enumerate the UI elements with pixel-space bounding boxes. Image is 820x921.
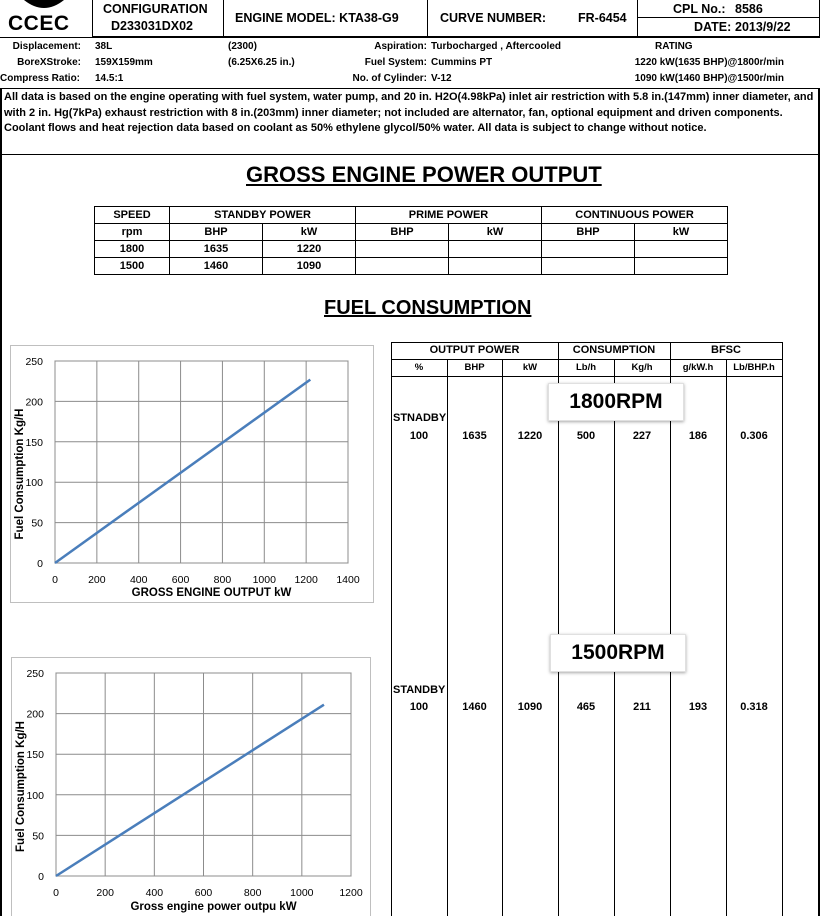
cpl-value: 8586 xyxy=(735,2,763,16)
power-cell xyxy=(542,258,635,275)
x-tick-label: 400 xyxy=(129,574,148,586)
borestroke-label: BoreXStroke: xyxy=(17,57,81,68)
fuel-cell: 0.306 xyxy=(740,430,768,442)
power-unit: BHP xyxy=(542,224,635,241)
y-tick-label: 150 xyxy=(26,749,44,762)
mode-label-1800: STNADBY xyxy=(393,412,447,424)
power-cell xyxy=(449,241,542,258)
y-tick-label: 250 xyxy=(25,356,43,368)
y-tick-label: 50 xyxy=(32,830,44,843)
fuel-unit: kW xyxy=(522,362,538,373)
x-tick-label: 200 xyxy=(88,574,106,586)
power-cell: 1090 xyxy=(263,258,356,275)
engine-model-cell xyxy=(224,0,428,36)
page-left-border xyxy=(0,89,2,916)
power-cell: 1500 xyxy=(95,258,170,275)
fuel-unit: Lb/h xyxy=(575,362,597,373)
fuel-chart-1800-svg xyxy=(11,346,373,602)
power-cell: 1635 xyxy=(170,241,263,258)
power-cell: 1220 xyxy=(263,241,356,258)
power-group-standby: STANDBY POWER xyxy=(170,207,356,224)
power-cell: 1460 xyxy=(170,258,263,275)
configuration-label: CONFIGURATION xyxy=(103,2,208,16)
fuel-unit: Kg/h xyxy=(631,362,653,373)
curve-number-cell xyxy=(428,0,638,36)
mode-label-1500: STANDBY xyxy=(393,684,446,696)
fuel-group-output: OUTPUT POWER xyxy=(429,344,520,356)
fuel-unit: Lb/BHP.h xyxy=(733,362,775,373)
power-cell xyxy=(449,258,542,275)
logo xyxy=(0,0,92,37)
fuel-cell: 227 xyxy=(632,430,652,442)
power-unit: kW xyxy=(635,224,728,241)
fuel-cell: 100 xyxy=(409,701,429,713)
aspiration-value: Turbocharged , Aftercooled xyxy=(431,41,562,52)
cylinders-label: No. of Cylinder: xyxy=(352,73,427,84)
data-note: All data is based on the engine operating with fuel system, water pump, and 20 in. H2O(4.98kPa) inlet air restriction with 5.8 in.(147mm) inner diameter, and with 2 in. Hg(7kPa) exhaust restriction with 8 in.(203mm) inner diameter; not included are alternator, fan, optional equipment and driven components. Coolant flows and heat rejection data based on coolant as 50% ethylene glycol/50% water. All data is subject to change without notice. xyxy=(4,91,814,134)
fuel-system-label: Fuel System: xyxy=(364,57,427,68)
configuration-value: D233031DX02 xyxy=(111,19,194,33)
cpl-date-cell xyxy=(638,0,820,36)
power-cell xyxy=(356,241,449,258)
power-unit: kW xyxy=(449,224,542,241)
power-group-speed: SPEED xyxy=(95,207,170,224)
specs xyxy=(0,37,820,89)
power-table xyxy=(94,206,728,275)
fuel-cell: 211 xyxy=(633,701,651,713)
fuel-cell: 100 xyxy=(409,430,429,442)
rpm-badge-1500: 1500RPM xyxy=(550,634,686,672)
fuel-chart-1500 xyxy=(11,657,371,916)
power-unit: BHP xyxy=(356,224,449,241)
y-tick-label: 150 xyxy=(25,436,43,449)
x-tick-label: 800 xyxy=(243,887,262,899)
y-axis-title: Fuel Consumption Kg/H xyxy=(15,721,27,852)
fuel-cell: 0.318 xyxy=(740,701,768,713)
cylinders-value: V-12 xyxy=(431,73,452,84)
table-row xyxy=(95,241,728,258)
power-unit-row xyxy=(95,224,728,241)
y-tick-label: 100 xyxy=(26,789,44,802)
rating-1: 1220 kW(1635 BHP)@1800r/min xyxy=(634,57,784,68)
power-title: GROSS ENGINE POWER OUTPUT xyxy=(246,162,602,187)
x-tick-label: 600 xyxy=(171,574,190,586)
displacement-value: 38L xyxy=(95,41,113,52)
y-tick-label: 0 xyxy=(38,871,44,883)
x-tick-label: 0 xyxy=(53,887,59,899)
aspiration-label: Aspiration: xyxy=(374,41,427,52)
fuel-unit: % xyxy=(414,362,424,373)
fuel-cell: 465 xyxy=(576,701,596,713)
x-tick-label: 1000 xyxy=(290,887,314,899)
power-cell: 1800 xyxy=(95,241,170,258)
compress-value: 14.5:1 xyxy=(95,73,124,84)
configuration-cell xyxy=(93,0,224,36)
borestroke-value: 159X159mm xyxy=(95,57,153,68)
x-tick-label: 400 xyxy=(145,887,164,899)
power-cell xyxy=(356,258,449,275)
fuel-cell: 186 xyxy=(688,430,708,442)
power-unit: BHP xyxy=(170,224,263,241)
x-tick-label: 1200 xyxy=(339,887,363,899)
logo-emblem-icon xyxy=(22,0,66,12)
power-group-row xyxy=(95,207,728,224)
note-divider xyxy=(0,154,820,155)
date-label: DATE: xyxy=(694,20,732,34)
header-bar xyxy=(92,0,820,37)
y-tick-label: 200 xyxy=(26,708,44,721)
power-cell xyxy=(542,241,635,258)
fuel-unit: BHP xyxy=(464,362,485,373)
date-value: 2013/9/22 xyxy=(735,20,791,34)
rpm-badge-1800: 1800RPM xyxy=(548,383,684,421)
x-tick-label: 200 xyxy=(96,887,114,899)
fuel-cell: 193 xyxy=(688,701,708,713)
fuel-cell: 1460 xyxy=(462,701,487,713)
engine-model: ENGINE MODEL: KTA38-G9 xyxy=(235,11,399,25)
fuel-group-bfsc: BFSC xyxy=(711,344,741,356)
x-tick-label: 1200 xyxy=(294,574,318,586)
table-row xyxy=(95,258,728,275)
curve-number-value: FR-6454 xyxy=(578,11,627,25)
y-tick-label: 50 xyxy=(31,517,43,530)
rating-2: 1090 kW(1460 BHP)@1500r/min xyxy=(634,73,784,84)
x-tick-label: 0 xyxy=(52,574,58,586)
y-tick-label: 0 xyxy=(37,558,43,570)
power-cell xyxy=(635,258,728,275)
fuel-group-consumption: CONSUMPTION xyxy=(572,344,656,356)
y-tick-label: 250 xyxy=(26,668,44,680)
x-tick-label: 800 xyxy=(213,574,232,586)
x-tick-label: 600 xyxy=(194,887,213,899)
y-tick-label: 100 xyxy=(25,477,43,490)
fuel-title: FUEL CONSUMPTION xyxy=(324,297,532,319)
fuel-table xyxy=(391,342,782,916)
cpl-label: CPL No.: xyxy=(673,2,726,16)
curve-number-label: CURVE NUMBER: xyxy=(440,11,547,25)
displacement-label: Displacement: xyxy=(12,41,81,52)
fuel-cell: 1220 xyxy=(517,430,543,442)
power-cell xyxy=(635,241,728,258)
logo-text: CCEC xyxy=(8,12,70,35)
series-line xyxy=(55,380,310,563)
fuel-unit: g/kW.h xyxy=(682,362,714,373)
displacement-cuin: (2300) xyxy=(228,41,257,52)
power-unit: kW xyxy=(263,224,356,241)
x-tick-label: 1000 xyxy=(252,574,276,586)
fuel-cell: 1090 xyxy=(517,701,543,713)
fuel-chart-1500-svg xyxy=(12,658,370,916)
power-unit: rpm xyxy=(95,224,170,241)
compress-label: Compress Ratio: xyxy=(0,73,81,84)
x-axis-title: GROSS ENGINE OUTPUT kW xyxy=(131,587,292,599)
fuel-cell: 1635 xyxy=(462,430,487,442)
y-axis-title: Fuel Consumption Kg/H xyxy=(14,408,26,540)
power-group-prime: PRIME POWER xyxy=(356,207,542,224)
fuel-cell: 500 xyxy=(576,430,596,442)
x-tick-label: 1400 xyxy=(336,574,360,586)
series-line xyxy=(56,705,324,876)
fuel-chart-1800 xyxy=(10,345,374,603)
borestroke-in: (6.25X6.25 in.) xyxy=(228,57,295,68)
rating-label: RATING xyxy=(655,41,693,52)
fuel-system-value: Cummins PT xyxy=(431,57,493,68)
x-axis-title: Gross engine power outpu kW xyxy=(130,901,297,913)
y-tick-label: 200 xyxy=(25,396,43,409)
power-group-continuous: CONTINUOUS POWER xyxy=(542,207,728,224)
